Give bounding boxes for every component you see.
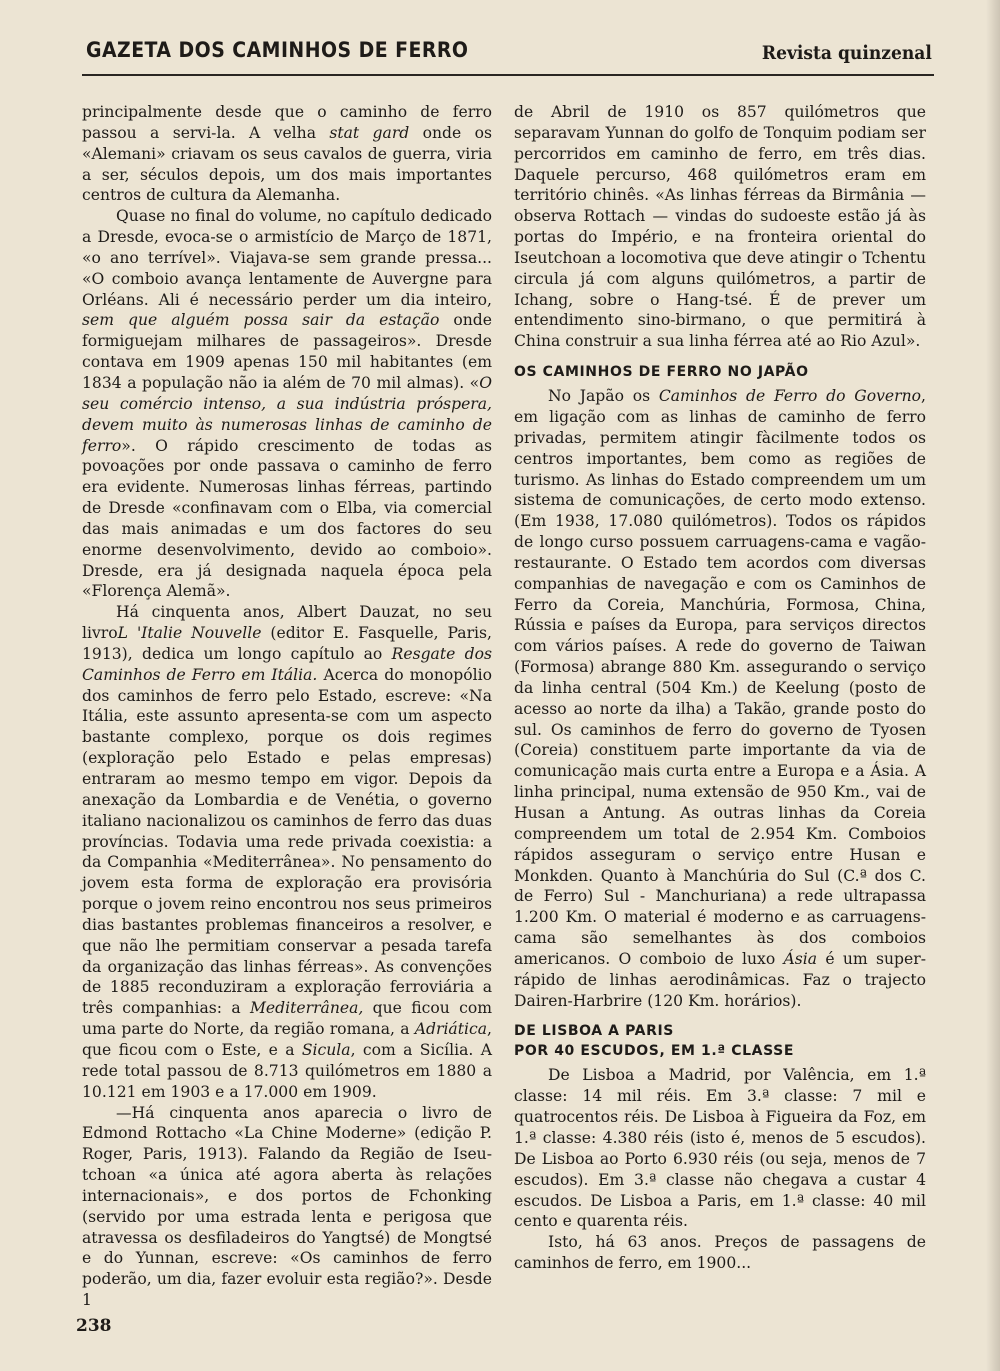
page-number: 238 <box>76 1316 112 1336</box>
right-column <box>514 102 926 1274</box>
publication-title: GAZETA DOS CAMINHOS DE FERRO <box>86 38 469 62</box>
section-heading-line-2: POR 40 ESCUDOS, EM 1.ª CLASSE <box>514 1043 794 1060</box>
left-paragraph-3: Há cinquenta anos, Albert Dauzat, no seu livroL 'Italie Nouvelle (editor E. Fasquelle, Paris, 1913), dedica um longo capítulo ao Resgate dos Caminhos de Ferro em Itália. Acerca do monopólio dos caminhos de ferro pelo Estado, escreve: «Na Itália, este assunto apresenta-se com um aspecto bastante complexo, porque os dois regimes (exploração pelo Estado e pelas empresas) entraram ao mesmo tempo em vigor. Depois da anexação da Lombardia e de Venétia, o governo italiano nacionalizou os caminhos de ferro das duas províncias. Todavia uma rede privada coexistia: a da Companhia «Mediterrânea». No pensamento do jovem esta forma de exploração era provisória porque o jovem reino encontrou nos seus primeiros dias bastantes problemas financeiros a resolver, e que não lhe permitiam conservar a pesada tarefa da organização das linhas férreas». As convenções de 1885 reconduziram a exploração ferroviária a três companhias: a Mediterrânea, que ficou com uma parte do Norte, da região romana, a Adriática, que ficou com o Este, e a Sicula, com a Sicília. A rede total passou de 8.713 quilómetros em 1880 a 10.121 em 1903 e a 17.000 em 1909. <box>82 603 492 1101</box>
publication-frequency: Revista quinzenal <box>761 42 932 64</box>
page-edge-shadow <box>986 0 1000 1371</box>
header-rule <box>82 74 934 76</box>
section-heading-lisboa-paris <box>514 1021 926 1061</box>
section-heading-line-1: DE LISBOA A PARIS <box>514 1023 674 1040</box>
right-paragraph-3: De Lisboa a Madrid, por Valência, em 1.ª classe: 14 mil réis. Em 3.ª classe: 7 mil e quatrocentos réis. De Lisboa à Figueira da Foz, em 1.ª classe: 4.380 réis (isto é, menos de 5 escudos). De Lisboa ao Porto 6.930 réis (ou seja, menos de 7 escudos). Em 3.ª classe não chegava a custar 4 escudos. De Lisboa a Paris, em 1.ª classe: 40 mil cento e quarenta réis. <box>514 1066 926 1231</box>
left-column <box>82 102 492 1311</box>
left-paragraph-1: principalmente desde que o caminho de ferro passou a servi-la. A velha stat gard onde os «Alemani» criavam os seus cavalos de guerra, viria a ser, séculos depois, um dos mais importantes centros de cultura da Alemanha. <box>82 103 492 205</box>
section-heading-japan: OS CAMINHOS DE FERRO NO JAPÃO <box>514 364 809 381</box>
right-paragraph-1: de Abril de 1910 os 857 quilómetros que separavam Yunnan do golfo de Tonquim podiam ser percorridos em caminho de ferro, em três dias. Daquele percurso, 468 quilómetros eram em território chinês. «As linhas férreas da Birmânia — observa Rottach — vindas do sudoeste estão já às portas do Império, e na fronteira oriental do Iseutchoan a locomotiva que deve atingir o Tchentu circula já com alguns quilómetros, a partir de Ichang, sobre o Hang-tsé. É de prever um entendimento sino-birmano, o que permitirá à China construir a sua linha férrea até ao Rio Azul». <box>514 103 926 351</box>
right-paragraph-4: Isto, há 63 anos. Preços de passagens de caminhos de ferro, em 1900... <box>514 1233 926 1273</box>
left-paragraph-2: Quase no final do volume, no capítulo dedicado a Dresde, evoca-se o armistício de Março de 1871, «o ano terrível». Viajava-se sem grande pressa... «O comboio avança lentamente de Auvergne para Orléans. Ali é necessário perder um dia inteiro, sem que alguém possa sair da estação onde formiguejam milhares de passageiros». Dresde contava em 1909 apenas 150 mil habitantes (em 1834 a população não ia além de 70 mil almas). «O seu comércio intenso, a sua indústria próspera, devem muito às numerosas linhas de caminho de ferro». O rápido crescimento de todas as povoações por onde passava o caminho de ferro era evidente. Numerosas linhas férreas, partindo de Dresde «confinavam com o Elba, via comercial das mais animadas e um dos factores do seu enorme desenvolvimento, devido ao comboio». Dresde, era já designada naquela época pela «Florença Alemã». <box>82 207 492 601</box>
right-paragraph-2: No Japão os Caminhos de Ferro do Governo, em ligação com as linhas de caminho de ferro privadas, permitem atingir fàcilmente todos os centros importantes, bem como as regiões de turismo. As linhas do Estado compreendem um um sistema de comunicações, de certo modo extenso. (Em 1938, 17.080 quilómetros). Todos os rápidos de longo curso possuem carruagens-cama e vagão-restaurante. O Estado tem acordos com diversas companhias de navegação e com os Caminhos de Ferro da Coreia, Manchúria, Formosa, China, Rússia e países da Europa, para serviços directos com vários países. A rede do governo de Taiwan (Formosa) abrange 880 Km. assegurando o serviço da linha central (504 Km.) de Keelung (posto de acesso ao norte da ilha) a Takão, grande posto do sul. Os caminhos de ferro do governo de Tyosen (Coreia) constituem parte importante da via de comunicação mais curta entre a Europa e a Ásia. A linha principal, numa extensão de 950 Km., vai de Husan a Antung. As outras linhas da Coreia compreendem um total de 2.954 Km. Comboios rápidos asseguram o serviço entre Husan e Monkden. Quanto à Manchúria do Sul (C.ª dos C. de Ferro) Sul - Manchuriana) a rede ultrapassa 1.200 Km. O material é moderno e as carruagens-cama são semelhantes às dos comboios americanos. O comboio de luxo Ásia é um super-rápido de linhas aerodinâmicas. Faz o trajecto Dairen-Harbrire (120 Km. horários). <box>514 387 926 1010</box>
left-paragraph-4: —Há cinquenta anos aparecia o livro de Edmond Rottacho «La Chine Moderne» (edição P. Roger, Paris, 1913). Falando da Região de Iseu-tchoan «a única até agora aberta às relações internacionais», e dos portos de Fchonking (servido por uma estrada lenta e perigosa que atravessa os desfiladeiros do Yangtsé) de Mongtsé e do Yunnan, escreve: «Os caminhos de ferro poderão, um dia, fazer evoluir esta região?». Desde 1 <box>82 1103 492 1310</box>
